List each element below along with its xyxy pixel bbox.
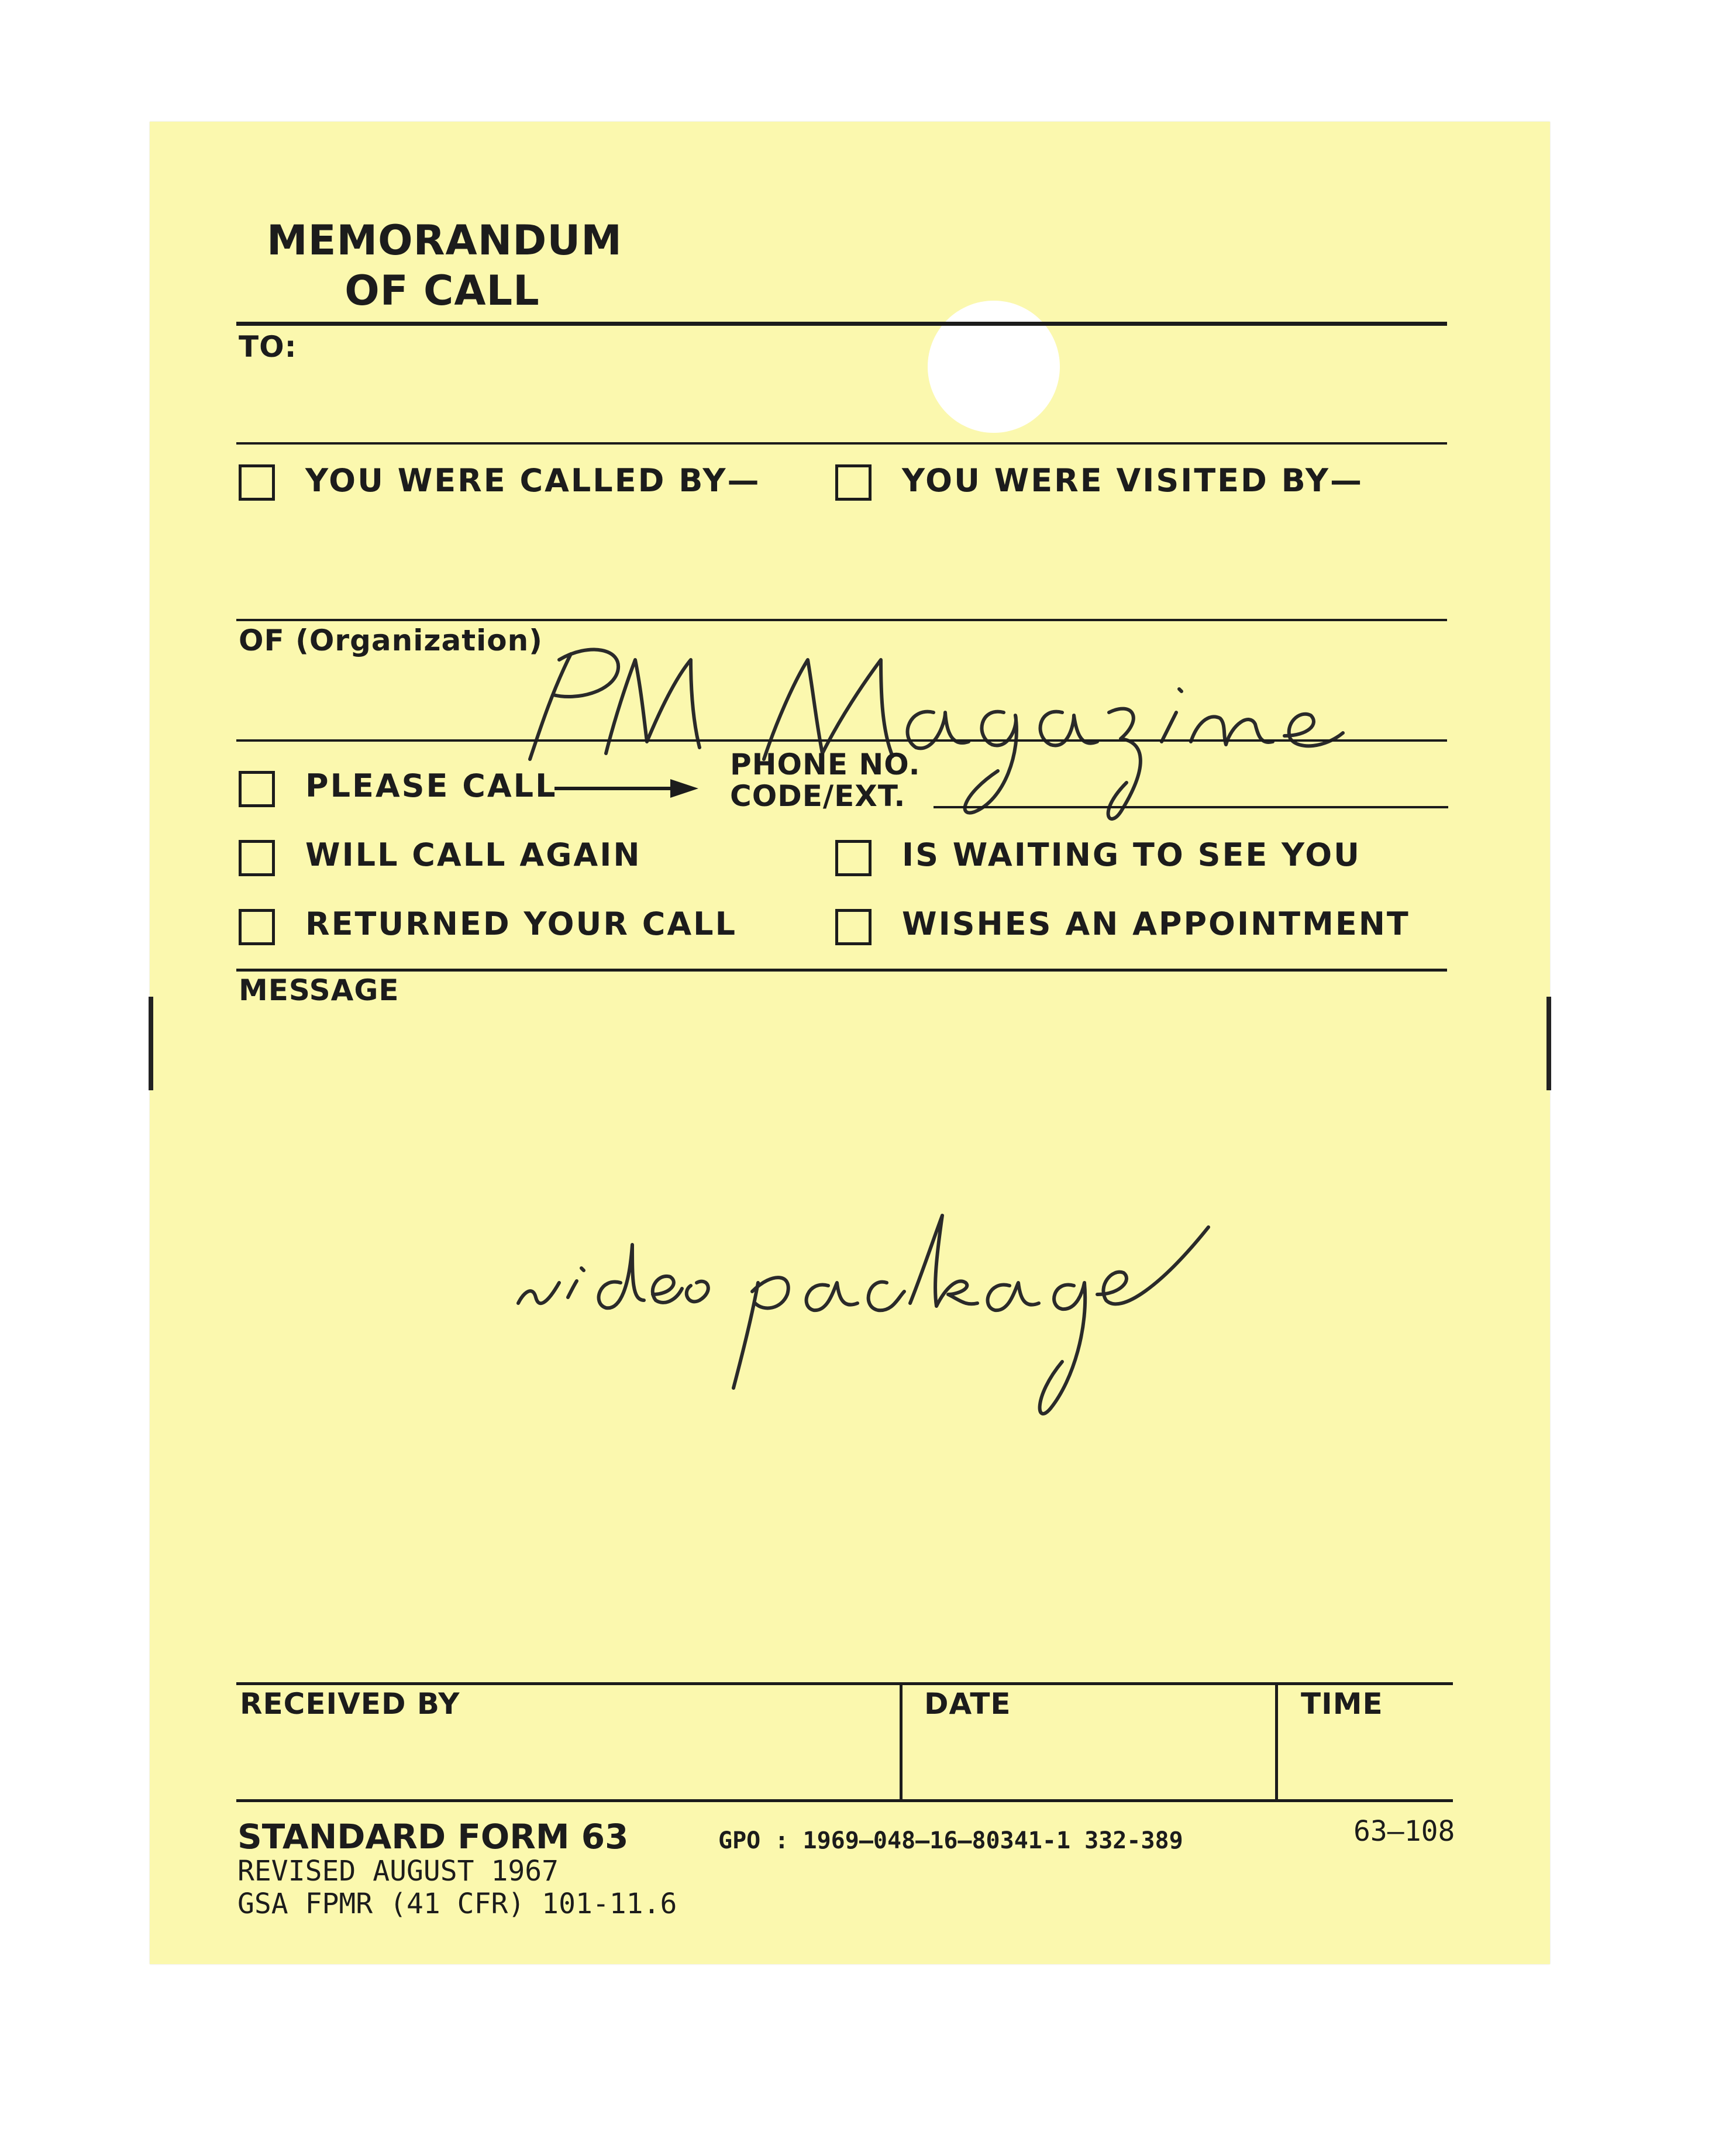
left-notch xyxy=(149,997,153,1090)
right-notch xyxy=(1546,997,1551,1090)
rule-organization xyxy=(236,619,1447,621)
called-by-checkbox[interactable] xyxy=(239,464,275,501)
punch-hole xyxy=(928,301,1060,433)
rule-to xyxy=(236,322,1447,326)
rule-received xyxy=(236,1682,1453,1685)
divider-time xyxy=(1275,1685,1278,1799)
time-label: TIME xyxy=(1301,1687,1383,1721)
phone-label-line2: CODE/EXT. xyxy=(730,779,906,813)
visited-by-label: YOU WERE VISITED BY— xyxy=(902,462,1363,499)
please-call-checkbox[interactable] xyxy=(239,771,275,807)
rule-footer xyxy=(236,1799,1453,1802)
regulation-reference: GSA FPMR (41 CFR) 101-11.6 xyxy=(237,1888,677,1920)
please-call-label: PLEASE CALL xyxy=(305,767,557,804)
rule-message xyxy=(236,969,1447,972)
rule-after-to xyxy=(236,442,1447,445)
is-waiting-label: IS WAITING TO SEE YOU xyxy=(902,836,1361,873)
standard-form-name: STANDARD FORM 63 xyxy=(237,1817,629,1857)
phone-label-line1: PHONE NO. xyxy=(730,748,921,781)
gpo-number: GPO : 1969—048—16—80341-1 332-389 xyxy=(718,1827,1183,1854)
divider-date xyxy=(900,1685,903,1799)
to-label: TO: xyxy=(239,330,297,364)
will-call-again-checkbox[interactable] xyxy=(239,840,275,876)
will-call-again-label: WILL CALL AGAIN xyxy=(305,836,642,873)
arrow-right-icon xyxy=(553,776,700,801)
date-label: DATE xyxy=(924,1687,1011,1721)
received-by-label: RECEIVED BY xyxy=(240,1687,460,1721)
phone-line[interactable] xyxy=(934,806,1448,808)
returned-call-checkbox[interactable] xyxy=(239,909,275,945)
organization-label: OF (Organization) xyxy=(239,624,543,657)
wishes-appointment-checkbox[interactable] xyxy=(835,909,872,945)
called-by-label: YOU WERE CALLED BY— xyxy=(305,462,761,499)
organization-handwriting xyxy=(489,636,1425,788)
returned-call-label: RETURNED YOUR CALL xyxy=(305,905,737,942)
revised-date: REVISED AUGUST 1967 xyxy=(237,1855,559,1888)
is-waiting-checkbox[interactable] xyxy=(835,840,872,876)
form-title xyxy=(267,215,622,316)
visited-by-checkbox[interactable] xyxy=(835,464,872,501)
message-handwriting xyxy=(512,1157,1331,1461)
message-label: MESSAGE xyxy=(239,973,399,1007)
form-code: 63–108 xyxy=(1353,1815,1455,1848)
form-title-line1: MEMORANDUM xyxy=(267,216,622,264)
form-title-line2: OF CALL xyxy=(345,267,540,315)
wishes-appointment-label: WISHES AN APPOINTMENT xyxy=(902,905,1410,942)
memorandum-form xyxy=(150,122,1550,1964)
rule-after-organization xyxy=(236,739,1447,742)
phone-label xyxy=(730,749,921,812)
